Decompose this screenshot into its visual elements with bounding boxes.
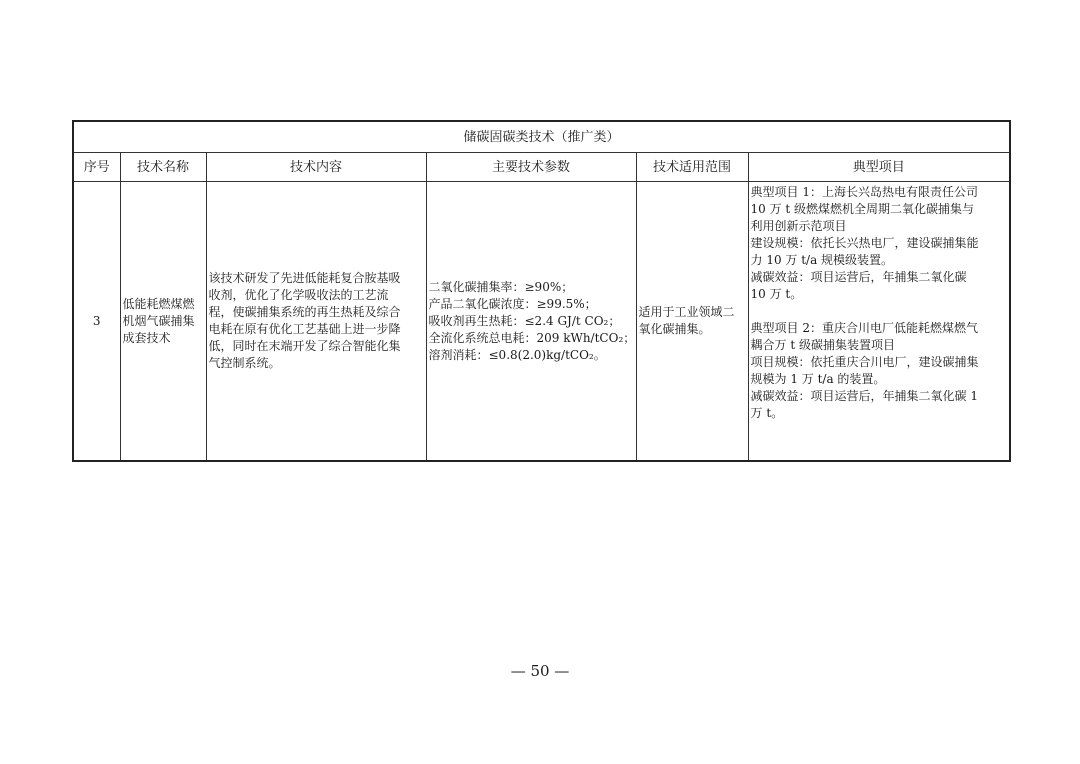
content-line: 低，同时在末端开发了综合智能化集 — [208, 339, 401, 353]
row-tech-params — [426, 182, 636, 462]
page-number: — 50 — — [510, 662, 570, 680]
project-line: 利用创新示范项目 — [750, 219, 847, 233]
header-index: 序号 — [73, 153, 120, 182]
header-params: 主要技术参数 — [426, 153, 636, 182]
param-line: 产品二氧化碳浓度：≥99.5%； — [428, 296, 597, 311]
scope-line: 氧化碳捕集。 — [638, 322, 711, 336]
content-line: 气控制系统。 — [208, 356, 281, 370]
param-line: 吸收剂再生热耗：≤2.4 GJ/t CO₂； — [428, 313, 621, 328]
tech-name-line: 成套技术 — [122, 330, 171, 345]
scope-line: 适用于工业领域二 — [638, 305, 735, 319]
row-tech-content — [206, 182, 426, 462]
table-title: 储碳固碳类技术（推广类） — [73, 121, 1010, 153]
project-line: 典型项目 2：重庆合川电厂低能耗燃煤燃气 — [750, 321, 978, 335]
project-spacer — [751, 303, 1008, 320]
project-line: 减碳效益：项目运营后，年捕集二氧化碳 — [750, 270, 967, 284]
row-tech-scope — [636, 182, 748, 462]
tech-name-line: 机烟气碳捕集 — [122, 313, 195, 328]
table-row — [73, 182, 1010, 462]
project-line: 典型项目 1：上海长兴岛热电有限责任公司 — [750, 185, 978, 199]
tech-name-line: 低能耗燃煤燃 — [122, 296, 195, 311]
row-typical-projects — [748, 182, 1010, 462]
content-line: 电耗在原有优化工艺基础上进一步降 — [208, 322, 401, 336]
project-line: 规模为 1 万 t/a 的装置。 — [750, 372, 886, 386]
project-line: 万 t。 — [750, 406, 784, 420]
row-tech-name — [120, 182, 206, 462]
content-line: 程，使碳捕集系统的再生热耗及综合 — [208, 305, 401, 319]
project-line: 耦合万 t 级碳捕集装置项目 — [750, 338, 895, 352]
header-scope: 技术适用范围 — [636, 153, 748, 182]
technology-table — [72, 120, 1011, 462]
header-projects: 典型项目 — [748, 153, 1010, 182]
row-index: 3 — [73, 182, 120, 462]
table-title-row — [73, 121, 1010, 153]
param-line: 溶剂消耗：≤0.8(2.0)kg/tCO₂。 — [428, 347, 606, 362]
project-line: 项目规模：依托重庆合川电厂，建设碳捕集 — [750, 355, 979, 369]
project-line: 10 万 t 级燃煤燃机全周期二氧化碳捕集与 — [750, 202, 975, 216]
content-line: 收剂，优化了化学吸收法的工艺流 — [208, 288, 389, 302]
header-name: 技术名称 — [120, 153, 206, 182]
table-header-row — [73, 153, 1010, 182]
project-line: 10 万 t。 — [750, 287, 803, 301]
project-line: 力 10 万 t/a 规模级装置。 — [750, 253, 894, 267]
project-line: 减碳效益：项目运营后，年捕集二氧化碳 1 — [750, 389, 978, 403]
header-content: 技术内容 — [206, 153, 426, 182]
project-line: 建设规模：依托长兴热电厂，建设碳捕集能 — [750, 236, 979, 250]
param-line: 全流化系统总电耗：209 kWh/tCO₂； — [428, 330, 636, 345]
content-line: 该技术研发了先进低能耗复合胺基吸 — [208, 271, 401, 285]
param-line: 二氧化碳捕集率：≥90%； — [428, 279, 574, 294]
